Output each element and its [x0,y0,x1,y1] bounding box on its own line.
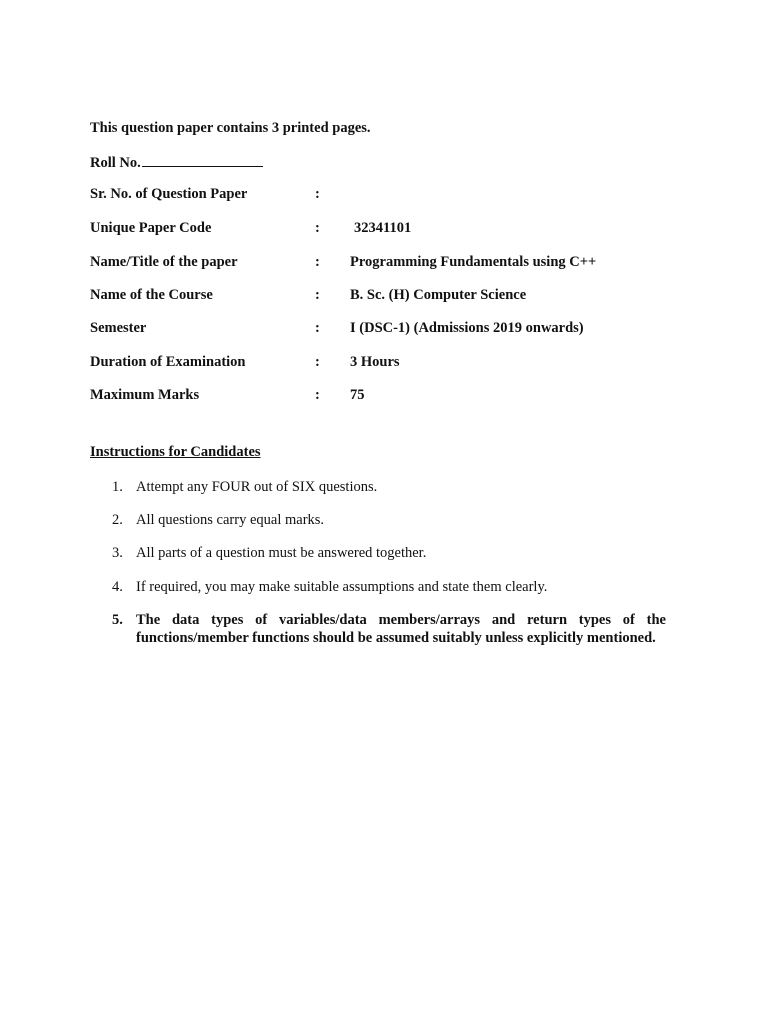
meta-label: Maximum Marks [90,387,200,403]
meta-label: Name of the Course [90,287,213,303]
meta-colon: : [315,287,320,303]
meta-label: Name/Title of the paper [90,254,238,270]
meta-label: Sr. No. of Question Paper [90,186,248,202]
meta-value: Programming Fundamentals using C++ [350,254,597,270]
meta-label: Semester [90,320,147,336]
roll-number-blank [142,153,263,167]
meta-colon: : [315,254,320,270]
meta-label: Unique Paper Code [90,220,212,236]
meta-label: Duration of Examination [90,354,246,370]
page-count-statement: This question paper contains 3 printed pages. [90,120,371,136]
meta-colon: : [315,220,320,236]
instruction-number: 2. [112,512,123,528]
instruction-text: The data types of variables/data members/arrays and return types of the functions/member functions should be assumed suitably unless explicitly mentioned. [136,612,666,646]
meta-colon: : [315,320,320,336]
instruction-number: 3. [112,545,123,561]
instruction-text: Attempt any FOUR out of SIX questions. [136,479,378,495]
instruction-number: 4. [112,579,123,595]
roll-number-line [90,153,263,172]
meta-value: I (DSC-1) (Admissions 2019 onwards) [350,320,584,336]
instruction-number: 5. [112,612,123,628]
meta-value: 75 [350,387,365,403]
meta-value: 32341101 [354,220,412,236]
roll-number-label: Roll No. [90,155,141,171]
meta-value: B. Sc. (H) Computer Science [350,287,527,303]
meta-colon: : [315,354,320,370]
meta-colon: : [315,387,320,403]
instruction-number: 1. [112,479,123,495]
instruction-text: All questions carry equal marks. [136,512,325,528]
instructions-heading: Instructions for Candidates [90,444,261,460]
instruction-text: All parts of a question must be answered together. [136,545,427,561]
meta-colon: : [315,186,320,202]
instruction-text: If required, you may make suitable assumptions and state them clearly. [136,579,548,595]
meta-value: 3 Hours [350,354,400,370]
